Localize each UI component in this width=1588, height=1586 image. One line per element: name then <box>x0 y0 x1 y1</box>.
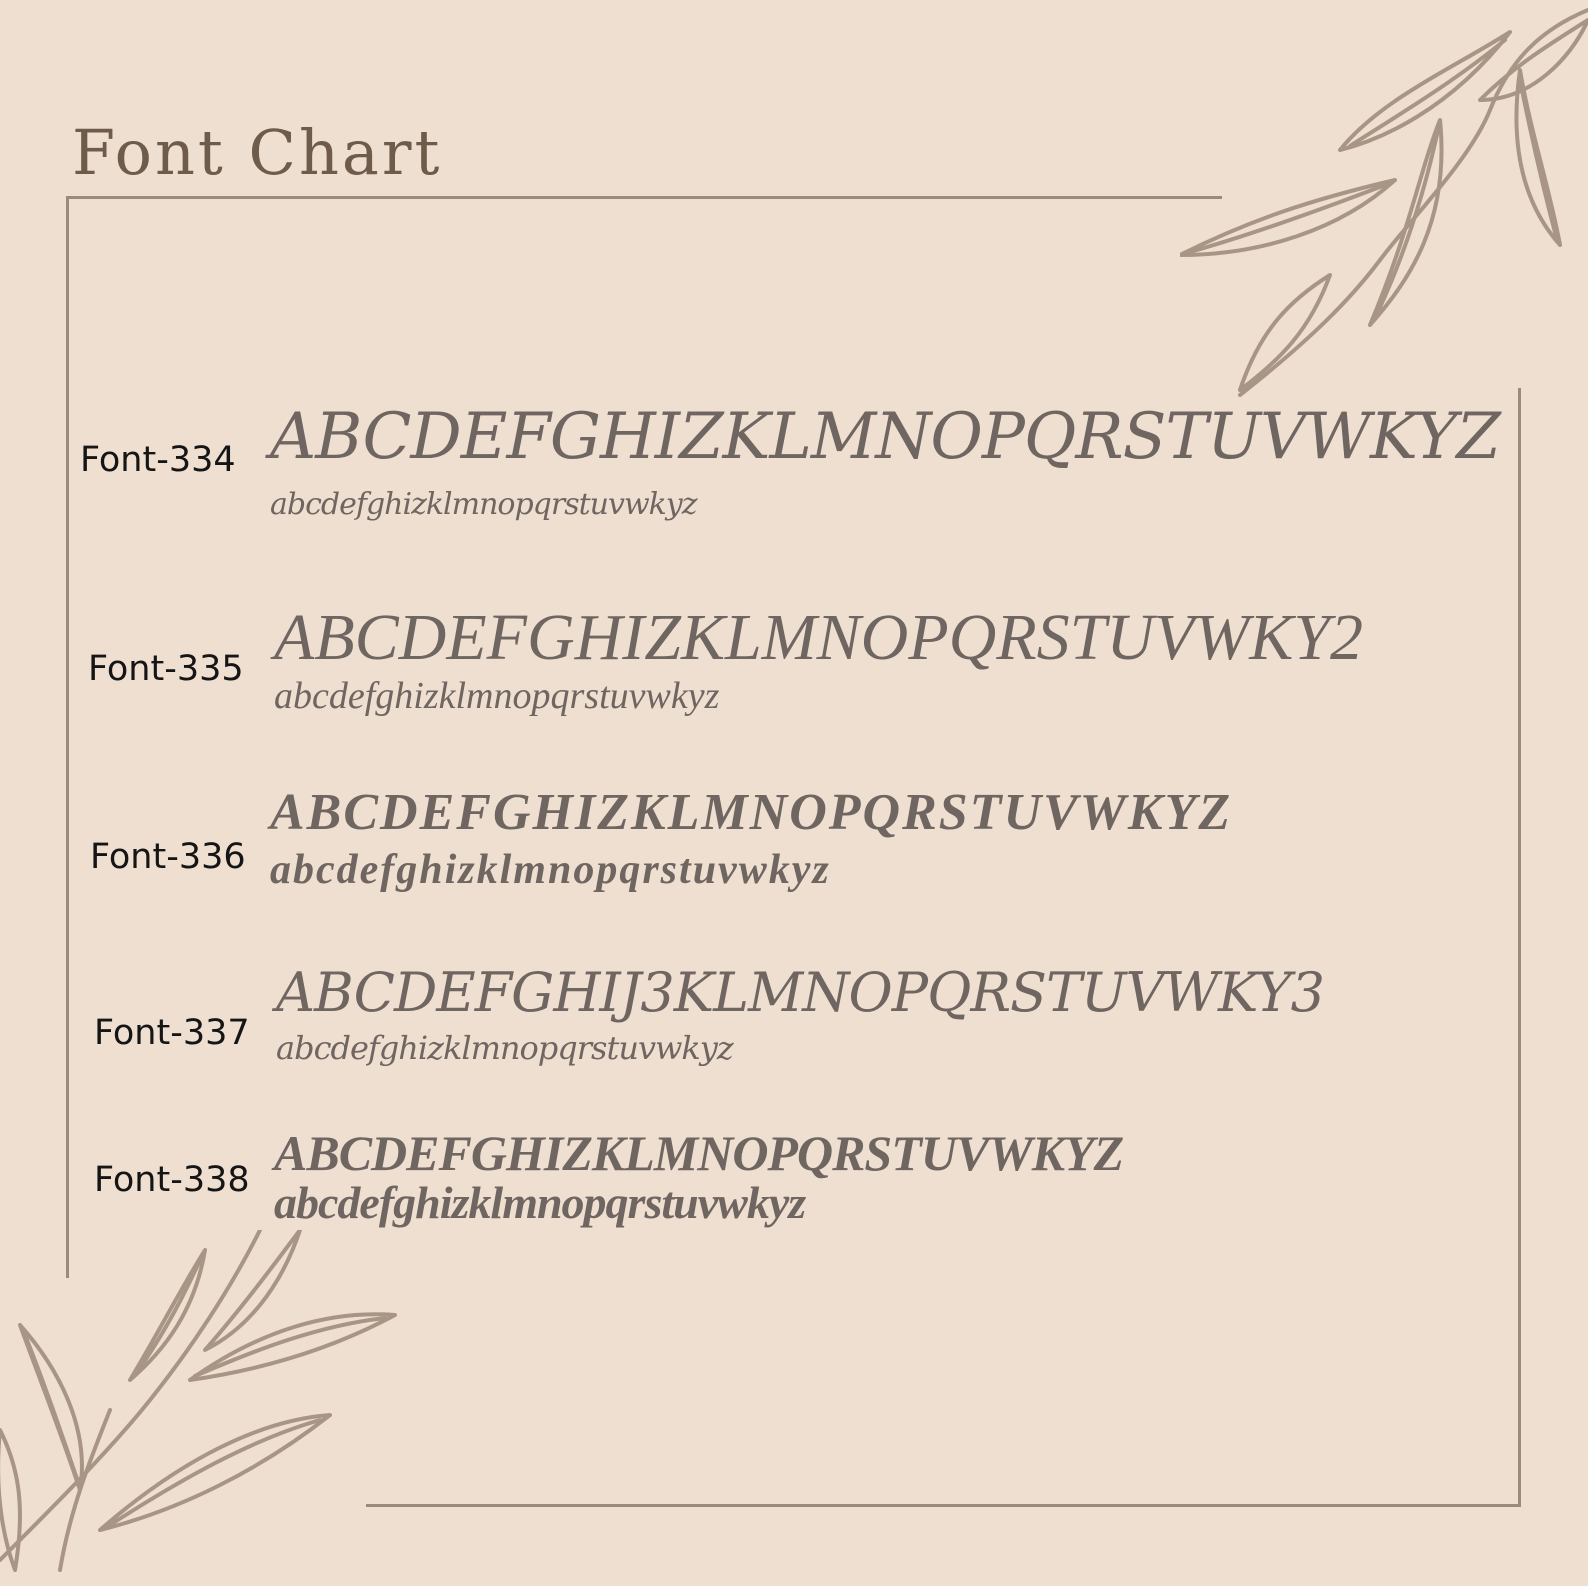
page-title: Font Chart <box>72 116 443 189</box>
font-row-338 <box>80 1125 1500 1258</box>
font-label: Font-334 <box>80 440 236 480</box>
font-label: Font-338 <box>94 1160 250 1200</box>
font-sample-uppercase: ABCDEFGHIZKLMNOPQRSTUVWKY2 <box>274 601 1364 674</box>
font-sample-lowercase: abcdefghizklmnopqrstuvwkyz <box>270 847 831 893</box>
leaf-branch-bottom-left-icon <box>0 1230 420 1586</box>
frame-bottom-line <box>366 1504 1521 1507</box>
font-row-337 <box>80 958 1500 1088</box>
font-sample-lowercase: abcdefghizklmnopqrstuvwkyz <box>270 487 697 522</box>
frame-top-line <box>66 196 1222 199</box>
font-sample-lowercase: abcdefghizklmnopqrstuvwkyz <box>274 1177 806 1228</box>
frame-right-line <box>1518 388 1521 1507</box>
font-label: Font-335 <box>88 649 244 689</box>
font-sample-uppercase: ABCDEFGHIJ3KLMNOPQRSTUVWKY3 <box>276 961 1324 1024</box>
font-row-336 <box>80 784 1500 917</box>
leaf-branch-top-right-icon <box>1180 0 1588 400</box>
font-row-334 <box>80 395 1500 555</box>
font-row-335 <box>80 595 1500 755</box>
font-sample-uppercase: ABCDEFGHIZKLMNOPQRSTUVWKYZ <box>274 1125 1124 1181</box>
font-sample-lowercase: abcdefghizklmnopqrstuvwkyz <box>276 1029 733 1067</box>
font-label: Font-336 <box>90 837 246 877</box>
font-sample-lowercase: abcdefghizklmnopqrstuvwkyz <box>274 675 720 717</box>
font-sample-uppercase: ABCDEFGHIZKLMNOPQRSTUVWKYZ <box>270 400 1500 474</box>
font-sample-uppercase: ABCDEFGHIZKLMNOPQRSTUVWKYZ <box>270 784 1233 841</box>
frame-left-line <box>66 196 69 1278</box>
font-label: Font-337 <box>94 1013 250 1053</box>
